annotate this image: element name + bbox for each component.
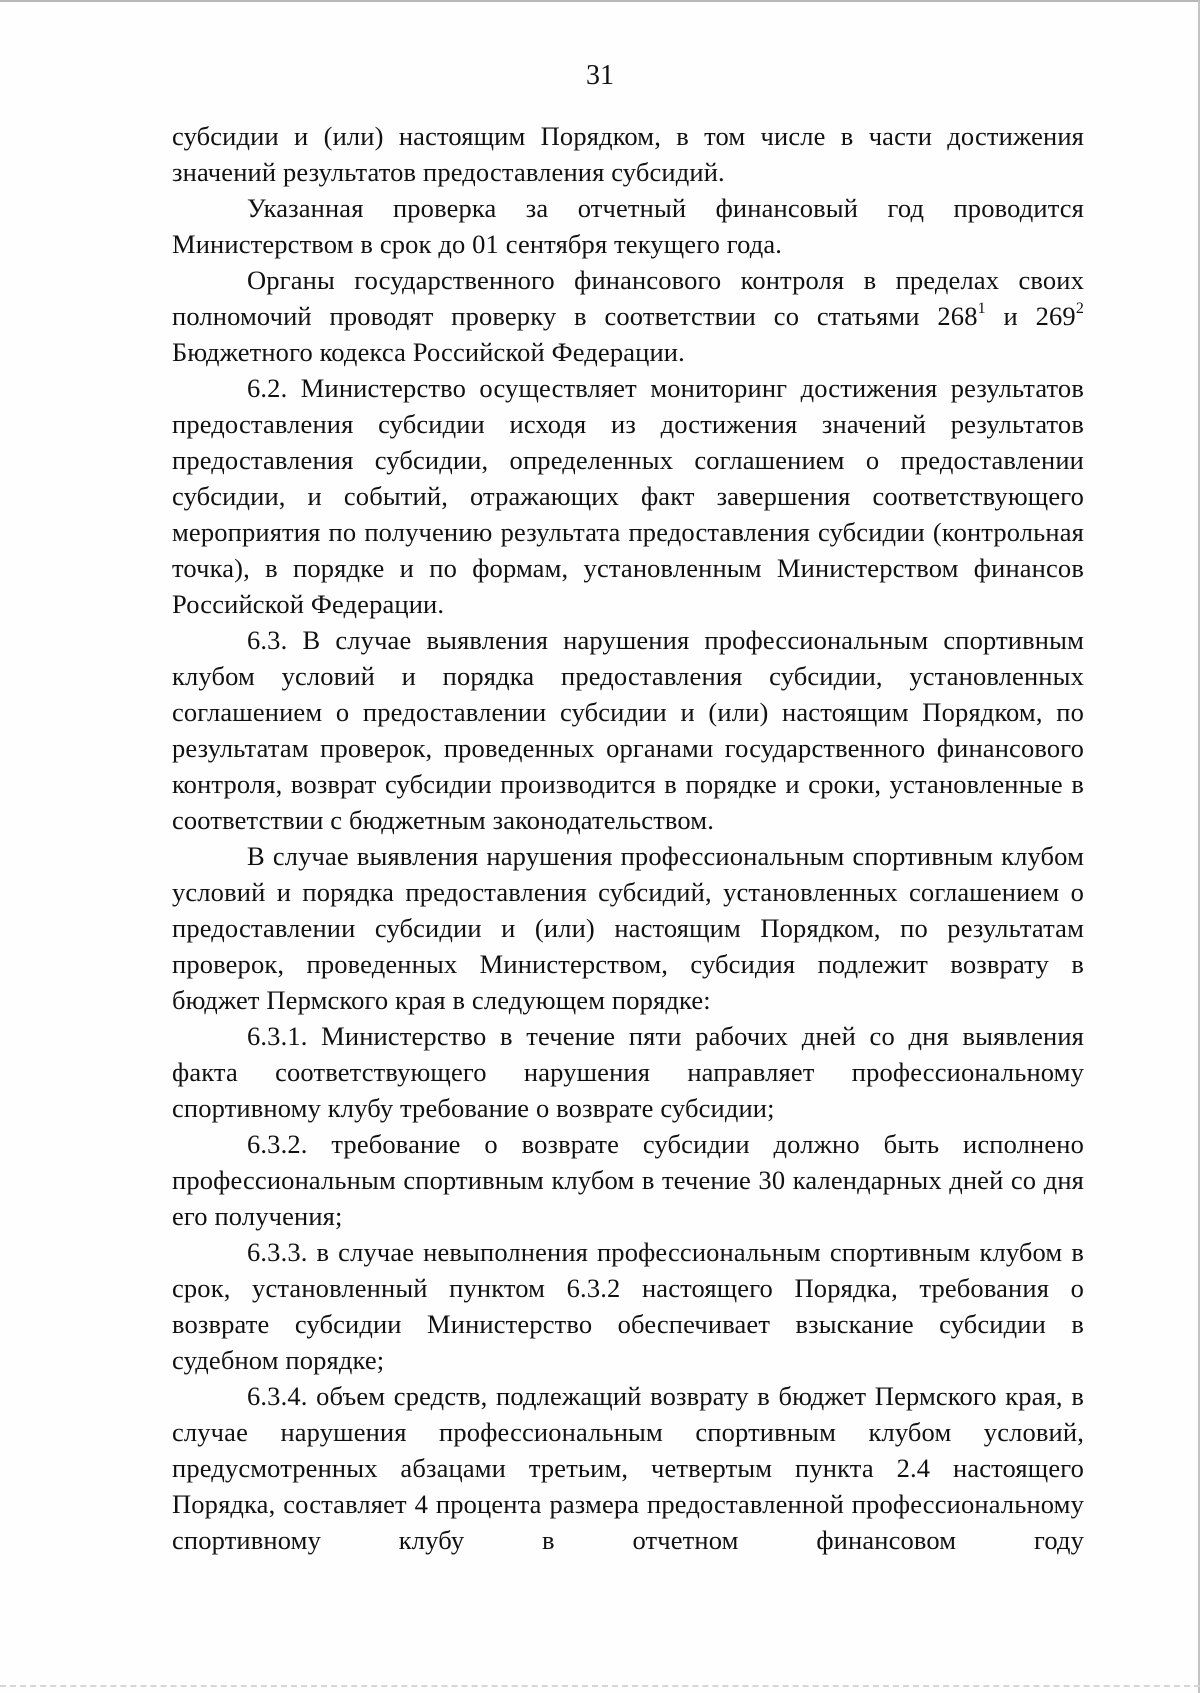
paragraph-clause-6-3-1: 6.3.1. Министерство в течение пяти рабочих дней со дня выявления факта соответствующего нарушения направляет профессиональному спортивному клубу требование о возврате субсидии; bbox=[172, 1021, 1084, 1123]
paragraph-clause-6-3-4: 6.3.4. объем средств, подлежащий возврату в бюджет Пермского края, в случае нарушения профессиональным спортивным клубом условий, предусмотренных абзацами третьим, четвертым пункта 2.4 настоящего Порядка, составляет 4 процента размера предоставленной профессиональному спортивному клубу в отчетном финансовом году bbox=[172, 1381, 1084, 1555]
state-control-text-after: Бюджетного кодекса Российской Федерации. bbox=[172, 337, 685, 367]
footnote-mark-268: 1 bbox=[977, 300, 986, 318]
scan-edge-bottom bbox=[0, 1685, 1200, 1687]
paragraph-clause-6-3-ministry: В случае выявления нарушения профессиональным спортивным клубом условий и порядка предоставления субсидий, установленных соглашением о предоставлении субсидии и (или) настоящим Порядком, по результатам проверок, проведенных Министерством, субсидия подлежит возврату в бюджет Пермского края в следующем порядке: bbox=[172, 841, 1084, 1015]
paragraph-state-control bbox=[172, 262, 1084, 370]
state-control-text-middle: и 269 bbox=[985, 301, 1076, 331]
paragraph-clause-6-2: 6.2. Министерство осуществляет мониторинг достижения результатов предоставления субсидии исходя из достижения значений результатов предоставления субсидии, определенных соглашением о предоставлении субсидии, и событий, отражающих факт завершения соответствующего мероприятия по получению результата предоставления субсидии (контрольная точка), в порядке и по формам, установленным Министерством финансов Российской Федерации. bbox=[172, 373, 1084, 619]
footnote-mark-269: 2 bbox=[1075, 300, 1084, 318]
document-body bbox=[172, 118, 1084, 1558]
state-control-text-before: Органы государственного финансового контроля в пределах своих полномочий проводят проверку в соответствии со статьями 268 bbox=[172, 265, 1084, 331]
paragraph-inspection-deadline: Указанная проверка за отчетный финансовый год проводится Министерством в срок до 01 сентября текущего года. bbox=[172, 193, 1084, 259]
scan-edge-top bbox=[0, 0, 1200, 2]
page-number: 31 bbox=[586, 60, 614, 91]
paragraph-clause-6-3-3: 6.3.3. в случае невыполнения профессиональным спортивным клубом в срок, установленный пунктом 6.3.2 настоящего Порядка, требования о возврате субсидии Министерство обеспечивает взыскание субсидии в судебном порядке; bbox=[172, 1237, 1084, 1375]
paragraph-clause-6-3: 6.3. В случае выявления нарушения профессиональным спортивным клубом условий и порядка предоставления субсидии, установленных соглашением о предоставлении субсидии и (или) настоящим Порядком, по результатам проверок, проведенных органами государственного финансового контроля, возврат субсидии производится в порядке и сроки, установленные в соответствии с бюджетным законодательством. bbox=[172, 625, 1084, 835]
paragraph-continuation: субсидии и (или) настоящим Порядком, в том числе в части достижения значений результатов предоставления субсидий. bbox=[172, 121, 1084, 187]
paragraph-clause-6-3-2: 6.3.2. требование о возврате субсидии должно быть исполнено профессиональным спортивным клубом в течение 30 календарных дней со дня его получения; bbox=[172, 1129, 1084, 1231]
